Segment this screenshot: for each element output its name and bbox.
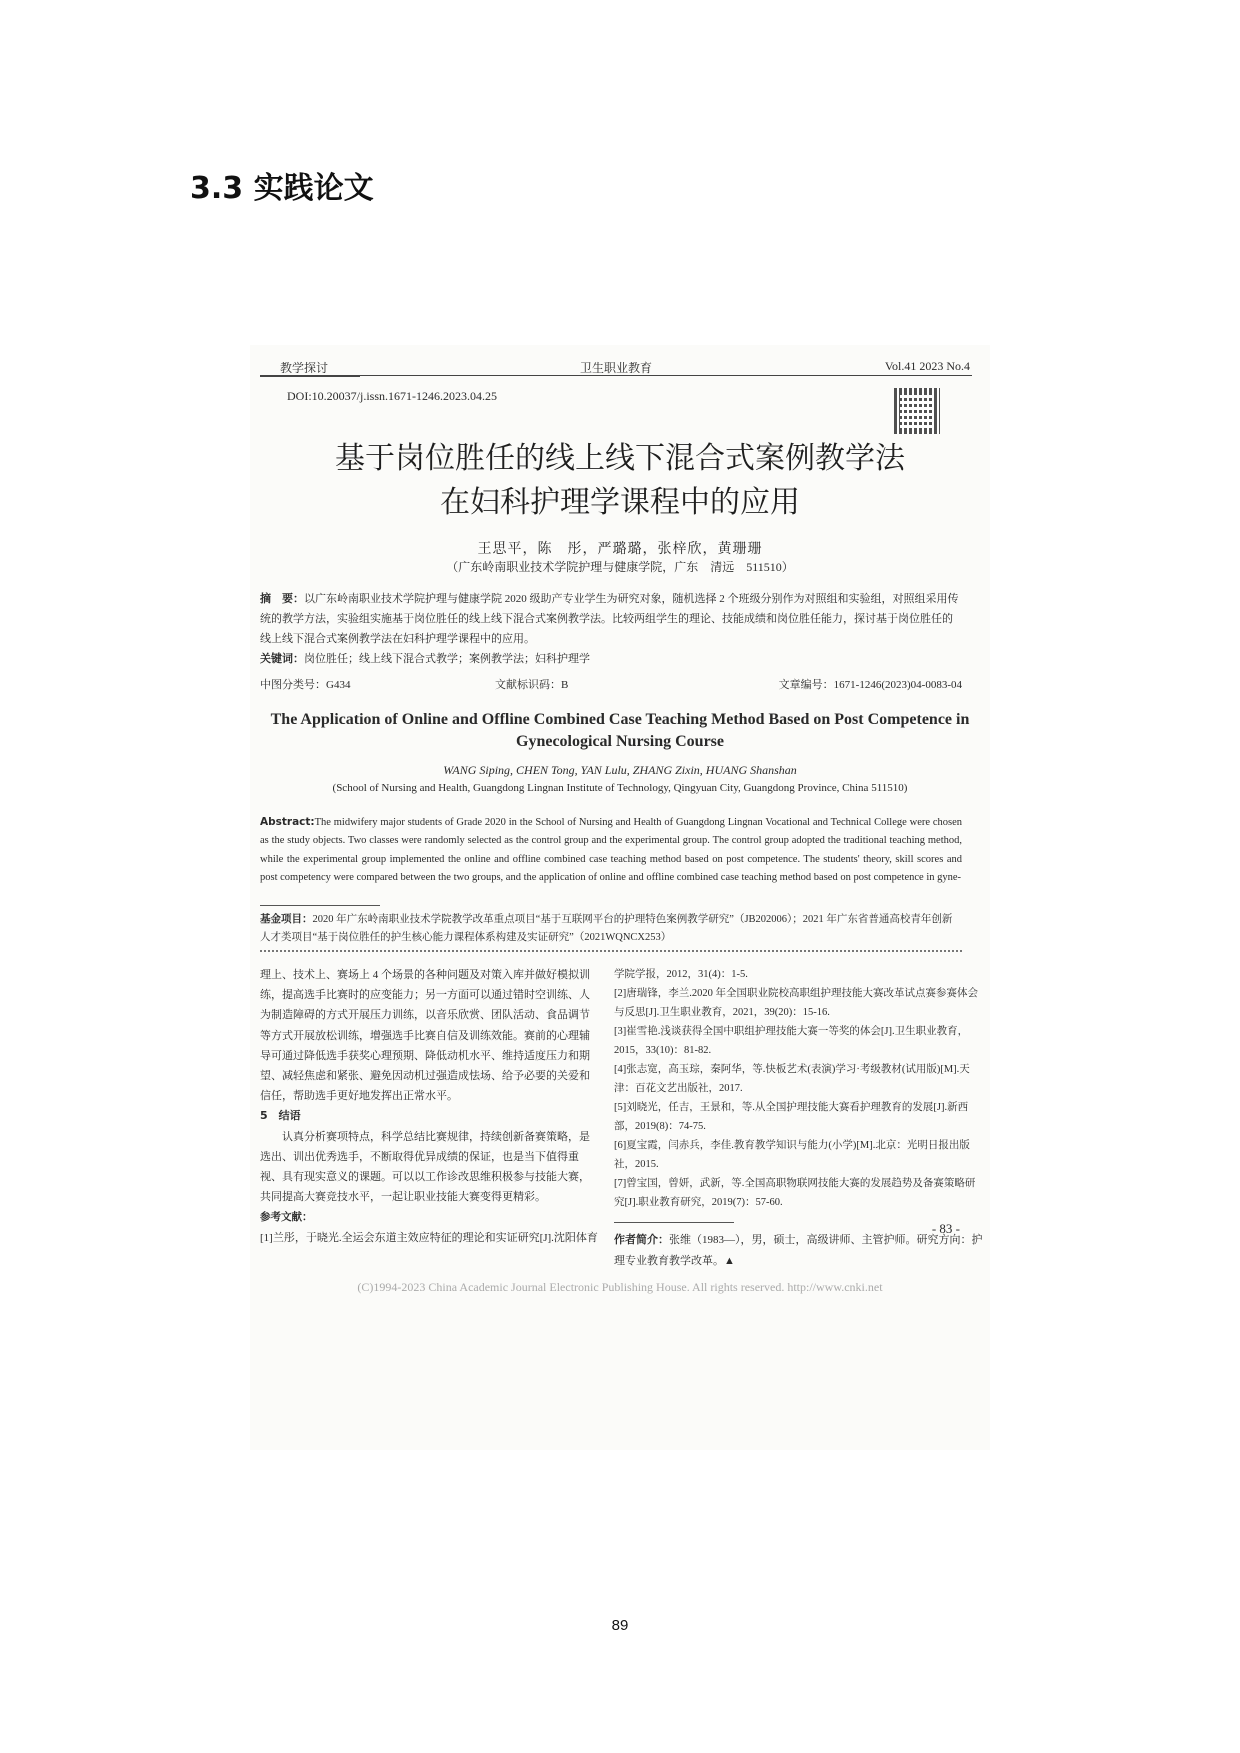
journal-name: 卫生职业教育 bbox=[580, 361, 653, 375]
abstract-cn bbox=[260, 589, 962, 669]
authors-cn: 王思平，陈 彤，严璐璐，张梓欣，黄珊珊 bbox=[477, 541, 763, 557]
abstract-cn-text: 以广东岭南职业技术学院护理与健康学院 2020 级助产专业学生为研究对象，随机选择 2 个班级分别作为对照组和实验组，对照组采用传统的教学方法，实验组实施基于岗位胜任的线上线下混合式案例教学法。比较两组学生的理论、技能成绩和岗位胜任能力，探讨基于岗位胜任的线上线下混合式案例教学法在妇科护理学课程中的应用。 bbox=[260, 593, 959, 645]
journal-column: 教学探讨 bbox=[280, 361, 329, 375]
title-cn-line2: 在妇科护理学课程中的应用 bbox=[440, 485, 800, 520]
qr-code-icon bbox=[894, 388, 940, 434]
reference-item: [1]兰彤，于晓光.全运会东道主效应特征的理论和实证研究[J].沈阳体育 bbox=[260, 1231, 598, 1244]
title-cn-line1: 基于岗位胜任的线上线下混合式案例教学法 bbox=[335, 441, 905, 476]
affiliation-en: (School of Nursing and Health, Guangdong Lingnan Institute of Technology, Qingyuan City, Guangdong Province, China 511510) bbox=[332, 782, 908, 794]
title-en: The Application of Online and Offline Combined Case Teaching Method Based on Post Competence in Gynecological Nursing Course bbox=[270, 711, 970, 750]
reference-item: [3]崔雪艳.浅谈获得全国中职组护理技能大赛一等奖的体会[J].卫生职业教育，2015，33(10)：81-82. bbox=[614, 1026, 969, 1056]
header-rule bbox=[260, 375, 972, 376]
affiliation-cn: （广东岭南职业技术学院护理与健康学院，广东 清远 511510） bbox=[446, 560, 794, 574]
keywords-text: 岗位胜任；线上线下混合式教学；案例教学法；妇科护理学 bbox=[304, 653, 590, 665]
header-rule-thick bbox=[260, 375, 360, 377]
reference-item: [5]刘晓光，任吉，王景和，等.从全国护理技能大赛看护理教育的发展[J].新西部，2019(8)：74-75. bbox=[614, 1102, 969, 1132]
doi: DOI:10.20037/j.issn.1671-1246.2023.04.25 bbox=[287, 389, 497, 403]
body-right-column bbox=[614, 965, 984, 1272]
fund-text: 2020 年广东岭南职业技术学院教学改革重点项目“基于互联网平台的护理特色案例教学研究”（JB202006）；2021 年广东省普通高校青年创新人才类项目“基于岗位胜任的护生核心能力课程体系构建及实证研究”（2021WQNCX253） bbox=[260, 914, 953, 943]
keywords-label: 关键词： bbox=[260, 652, 304, 665]
author-bio-rule bbox=[614, 1222, 734, 1223]
abstract-en-text: The midwifery major students of Grade 2020 in the School of Nursing and Health of Guangdong Lingnan Vocational and Technical College were chosen as the study objects. Two classes were randomly selected as the control group and the experimental group. The control group adopted the traditional teaching method, while the experimental group implemented the online and offline combined case teaching method based on post competence. The students' theory, skill scores and post competency were compared between the two groups, and the application of online and offline combined case teaching method based on post competence in gyne- bbox=[260, 817, 962, 884]
body-left-column bbox=[260, 965, 600, 1248]
doc-code: 文献标识码：B bbox=[495, 679, 569, 691]
reference-item: 学院学报，2012，31(4)：1-5. bbox=[614, 969, 748, 980]
title-cn bbox=[250, 437, 990, 525]
abstract-en bbox=[260, 813, 962, 888]
page-number: 89 bbox=[611, 1617, 629, 1634]
fund-rule bbox=[260, 905, 380, 906]
fund-label: 基金项目： bbox=[260, 914, 313, 925]
reference-item: [7]曾宝国，曾妍，武新，等.全国高职物联网技能大赛的发展趋势及备赛策略研究[J].职业教育研究，2019(7)：57-60. bbox=[614, 1178, 976, 1208]
section-heading: 3.3 实践论文 bbox=[190, 171, 374, 206]
abstract-cn-label: 摘 要： bbox=[260, 592, 304, 605]
clc-code: 中图分类号：G434 bbox=[260, 679, 351, 691]
author-bio-text: 张维（1983—），男，硕士，高级讲师、主管护师。研究方向：护理专业教育教学改革。▲ bbox=[614, 1234, 983, 1267]
separator-wave bbox=[260, 950, 962, 956]
reference-item: [2]唐瑞锋，李兰.2020 年全国职业院校高职组护理技能大赛改革试点赛参赛体会与反思[J].卫生职业教育，2021，39(20)：15-16. bbox=[614, 988, 978, 1018]
abstract-en-label: Abstract: bbox=[260, 816, 315, 828]
authors-en: WANG Siping, CHEN Tong, YAN Lulu, ZHANG Zixin, HUANG Shanshan bbox=[443, 763, 797, 777]
references-heading: 参考文献： bbox=[260, 1211, 313, 1224]
body-paragraph: 理上、技术上、赛场上 4 个场景的各种问题及对策入库并做好模拟训练，提高选手比赛时的应变能力；另一方面可以通过错时空训练、人为制造障碍的方式开展压力训练，以音乐欣赏、团队活动、食品调节等方式开展放松训练，增强选手比赛自信及训练效能。赛前的心理辅导可通过降低选手获奖心理预期、降低动机水平、维持适度压力和期望、减轻焦虑和紧张、避免因动机过强造成怯场、给予必要的关爱和信任，帮助选手更好地发挥出正常水平。 bbox=[260, 969, 590, 1103]
reference-item: [4]张志宽，高玉琮，秦阿华，等.快板艺术(表演)学习·考级教材(试用版)[M].天津：百花文艺出版社，2017. bbox=[614, 1064, 970, 1094]
fund-info bbox=[260, 911, 962, 947]
article-number: 文章编号：1671-1246(2023)04-0083-04 bbox=[778, 679, 962, 691]
scanned-article-page bbox=[250, 345, 990, 1450]
journal-volume: Vol.41 2023 No.4 bbox=[884, 359, 970, 373]
author-bio bbox=[614, 1229, 984, 1272]
section-5-heading: 5 结语 bbox=[260, 1109, 301, 1123]
copyright-notice: (C)1994-2023 China Academic Journal Electronic Publishing House. All rights reserved. http://www.cnki.net bbox=[357, 1280, 883, 1294]
body-paragraph: 认真分析赛项特点，科学总结比赛规律，持续创新备赛策略，是选出、训出优秀选手，不断取得优异成绩的保证，也是当下值得重视、具有现实意义的课题。可以以工作诊改思维积极参与技能大赛，共同提高大赛竞技水平，一起让职业技能大赛变得更精彩。 bbox=[260, 1130, 590, 1204]
reference-item: [6]夏宝霞，闫赤兵，李佳.教育教学知识与能力(小学)[M].北京：光明日报出版社，2015. bbox=[614, 1140, 970, 1170]
scan-page-indicator: - 83 - bbox=[931, 1221, 960, 1236]
author-bio-label: 作者简介： bbox=[614, 1233, 669, 1246]
